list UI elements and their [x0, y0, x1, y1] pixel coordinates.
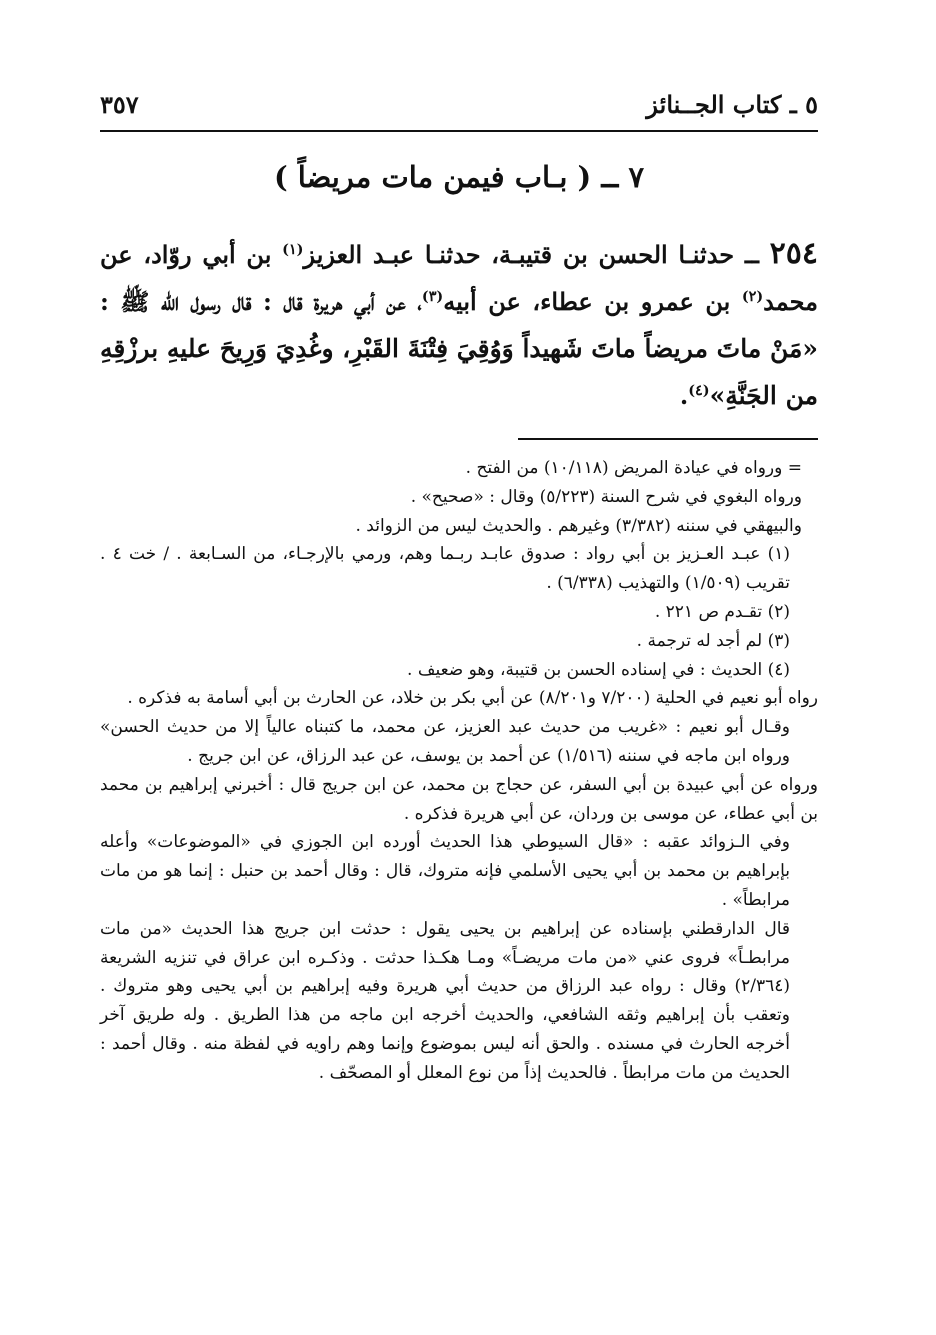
page-header: [100, 84, 818, 132]
footnote-1: (١) عبـد العـزيز بن أبي رواد : صدوق عابـد ربـما وهم، ورمي بالإرجـاء، من السـابعة . / خت ٤ . تقريب (١/٥٠٩) والتهذيب (٦/٣٣٨) .: [100, 544, 791, 594]
footnote-ref-1: (١): [282, 241, 304, 258]
isnad-part-1: ــ حدثنـا الحسن بن قتيبـة، حدثنـا عبـد العزيز: [303, 240, 770, 269]
isnad-part-4: ، عن أبي هريرة قال : قال رسول الله ﷺ :: [100, 287, 422, 316]
hadith-matn: «مَنْ ماتَ مريضاً ماتَ شَهيداً وَوُقِيَ فِتْنَةَ القَبْرِ، وغُدِيَ وَرِيحَ عليهِ برزْقِهِ من الجَنَّةِ»: [100, 334, 818, 410]
footnote-paragraph: رواه أبو نعيم في الحلية (٧/٢٠٠ و٨/٢٠١) عن أبي بكر بن خلاد، عن الحارث بن أبي أسامة به فذكره .: [127, 688, 818, 709]
footnote-ref-3: (٣): [421, 288, 444, 305]
footnote-2: (٢) تقـدم ص ٢٢١ .: [654, 601, 790, 622]
footnote-continued-line: والبيهقي في سننه (٣/٣٨٢) وغيرهم . والحديث ليس من الزوائد .: [355, 515, 802, 536]
isnad-part-2: بن أبي روّاد، عن محمد: [100, 240, 818, 316]
footnote-continued-line: = ورواه في عيادة المريض (١٠/١١٨) من الفتح .: [465, 458, 802, 478]
hadith-end: .: [679, 381, 689, 410]
isnad-part-3: بن عمرو بن عطاء، عن أبيه: [443, 287, 742, 316]
footnote-ref-4: (٤): [688, 382, 710, 399]
footnote-paragraph: وقـال أبو نعيم : «غريب من حديث عبد العزيز، عن محمد، ما كتبناه عالياً إلا من حديث الحسن» ورواه ابن ماجه في سننه (١/٥١٦) عن أحمد بن يوسف، عن عبد الرزاق، عن ابن جريج .: [100, 717, 790, 766]
footnote-separator: [518, 438, 818, 440]
footnotes: [100, 454, 818, 1088]
hadith-number: ٢٥٤: [769, 236, 818, 271]
running-title: ٥ ـ كتاب الجــنائز: [646, 90, 818, 119]
footnote-4: (٤) الحديث : في إسناده الحسن بن قتيبة، وهو ضعيف .: [407, 659, 790, 680]
footnote-3: (٣) لم أجد له ترجمة .: [636, 630, 790, 651]
footnote-paragraph: قال الدارقطني بإسناده عن إبراهيم بن يحيى يقول : حدثت ابن جريج هذا الحديث «من مات مرابطـاً» فروى عني «من مات مريضـاً» ومـا هكـذا حدثت . وذكـره ابن عراق في تنزيه الشريعة (٢/٣٦٤) وقال : رواه عبد الرزاق من حديث أبي هريرة وفيه إبراهيم بن أبي يحيى وهو متروك . وتعقب بأن إبراهيم وثقه الشافعي، والحديث أخرجه ابن ماجه من هذا الطريق . وله طريق آخر أخرجه الحارث في مسنده . والحق أنه ليس بموضوع وإنما وهم راويه في لفظة منه . وقال أحمد : الحديث من مات مرابطاً . فالحديث إذاً من نوع المعلل أو المصحّف .: [100, 918, 790, 1083]
footnote-paragraph: وفي الـزوائد عقبه : «قال السيوطي هذا الحديث أورده ابن الجوزي في «الموضوعات» وأعله بإبراهيم بن محمد بن أبي يحيى الأسلمي فإنه متروك، قال : وقال أحمد بن حنبل : إنما هو من مات مرابطاً» .: [100, 832, 790, 910]
footnote-paragraph: ورواه عن أبي عبيدة بن أبي السفر، عن حجاج بن محمد، عن ابن جريج قال : أخبرني إبراهيم بن محمد بن أبي عطاء، عن موسى بن وردان، عن أبي هريرة فذكره .: [100, 774, 818, 824]
chapter-title: ٧ ــ ( بـاب فيمن مات مريضاً ): [273, 160, 645, 194]
footnote-continued-line: ورواه البغوي في شرح السنة (٥/٢٢٣) وقال : «صحيح» .: [410, 486, 802, 507]
page-number: ٣٥٧: [100, 90, 139, 119]
footnote-ref-2: (٢): [741, 288, 764, 305]
hadith-text: [100, 230, 818, 419]
